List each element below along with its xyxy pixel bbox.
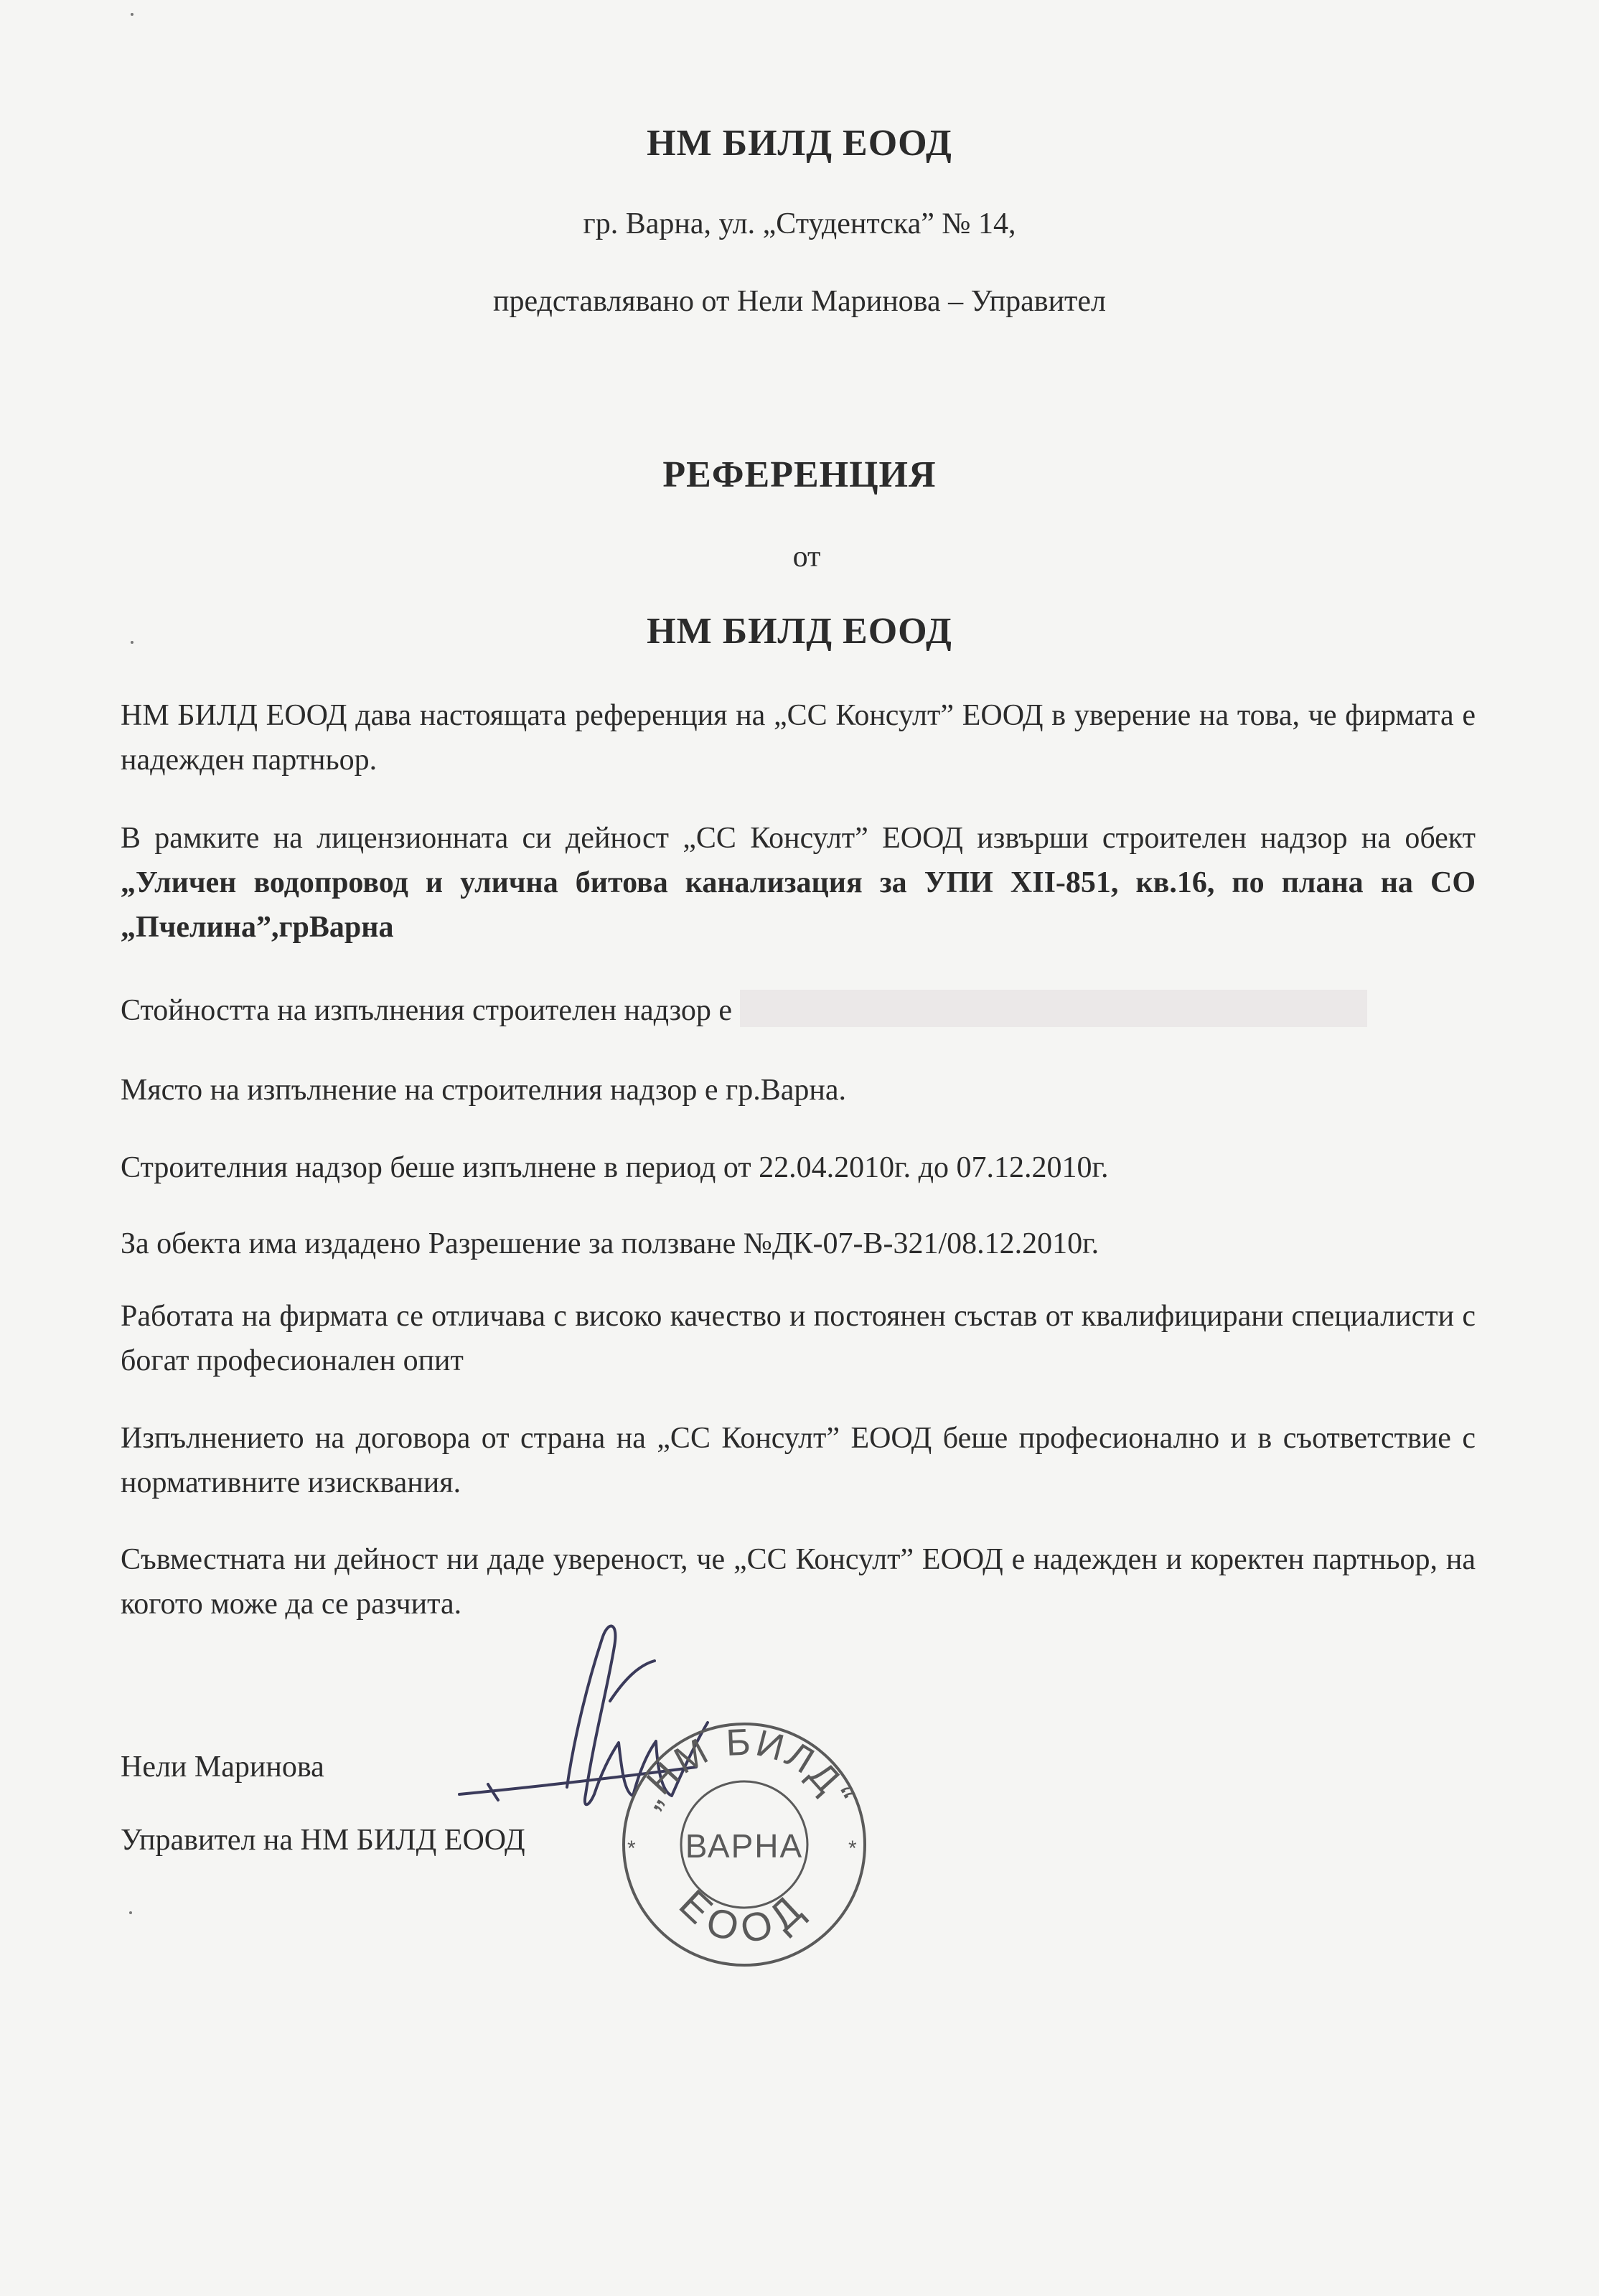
- signatory-name: Нели Маринова: [121, 1751, 324, 1784]
- paragraph-2-intro: В рамките на лицензионната си дейност „СС Консулт” ЕООД извърши строителен надзор на обект: [121, 822, 1476, 855]
- stamp-star-right-icon: *: [848, 1837, 857, 1860]
- paragraph-2-object: „Уличен водопровод и улична битова канализация за УПИ XII-851, кв.16, по плана на СО „Пчелина”,грВарна: [121, 866, 1476, 944]
- scan-speck: [129, 1911, 132, 1914]
- paragraph-5: Строителния надзор беше изпълнене в период от 22.04.2010г. до 07.12.2010г.: [121, 1151, 1109, 1184]
- company-stamp: [604, 1708, 884, 1981]
- stamp-top-text: „НМ БИЛД“: [627, 1721, 861, 1815]
- scan-speck: [131, 13, 133, 16]
- signatory-position: Управител на НМ БИЛД ЕООД: [121, 1824, 525, 1857]
- stamp-center-text: ВАРНА: [685, 1827, 804, 1865]
- doc-from-word: от: [792, 540, 821, 573]
- paragraph-3: [121, 988, 1476, 1033]
- paragraph-4: Място на изпълнение на строителния надзор е гр.Варна.: [121, 1074, 846, 1107]
- redacted-value: [740, 990, 1367, 1027]
- header-company: НМ БИЛД ЕООД: [647, 123, 952, 164]
- paragraph-2: [121, 816, 1476, 950]
- paragraph-1: НМ БИЛД ЕООД дава настоящата референция на „СС Консулт” ЕООД в уверение на това, че фирмата е надежден партньор.: [121, 699, 1476, 777]
- paragraph-3-text: Стойността на изпълнения строителен надзор е: [121, 994, 740, 1027]
- doc-from-company: НМ БИЛД ЕООД: [647, 611, 952, 652]
- stamp-bottom-text: ЕООД: [670, 1880, 818, 1953]
- header-address: гр. Варна, ул. „Студентска” № 14,: [583, 207, 1016, 240]
- paragraph-8: Изпълнението на договора от страна на „СС Консулт” ЕООД беше професионално и в съответствие с нормативните изисквания.: [121, 1422, 1476, 1499]
- doc-title: РЕФЕРЕНЦИЯ: [662, 454, 937, 495]
- paragraph-7: Работата на фирмата се отличава с високо качество и постоянен състав от квалифицирани специалисти с богат професионален опит: [121, 1300, 1476, 1377]
- paragraph-6: За обекта има издадено Разрешение за ползване №ДК-07-В-321/08.12.2010г.: [121, 1227, 1099, 1260]
- header-represented: представлявано от Нели Маринова – Управител: [492, 285, 1107, 318]
- stamp-star-left-icon: *: [627, 1837, 636, 1860]
- paragraph-9: Съвместната ни дейност ни даде увереност, че „СС Консулт” ЕООД е надежден и коректен партньор, на когото може да се разчита.: [121, 1543, 1476, 1621]
